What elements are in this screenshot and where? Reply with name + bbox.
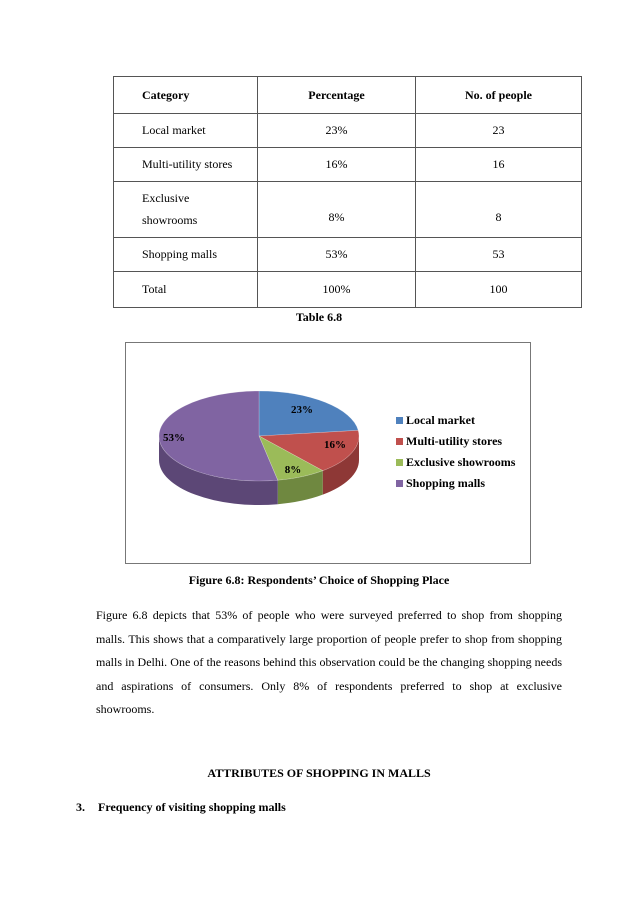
legend-swatch [396,417,403,424]
numbered-heading [76,800,286,815]
figure-caption: Figure 6.8: Respondents’ Choice of Shopping Place [188,573,450,587]
heading-text: Frequency of visiting shopping malls [98,800,286,814]
cell-people: 53 [416,238,582,272]
chart-frame [125,342,531,564]
table-row [114,272,582,308]
pie-chart [126,343,530,563]
cell-people: 8 [416,182,582,238]
cell-category [114,182,258,238]
cell-percentage: 23% [258,114,416,148]
legend-label: Multi-utility stores [406,434,503,448]
cell-people: 16 [416,148,582,182]
cell-percentage: 100% [258,272,416,308]
header-people: No. of people [416,77,582,114]
table-header-row [114,77,582,114]
cell-percentage: 53% [258,238,416,272]
cell-people: 23 [416,114,582,148]
cell-category-line2: showrooms [142,213,198,227]
cell-people: 100 [416,272,582,308]
cell-category: Local market [114,114,258,148]
category-table [113,76,582,308]
table-row [114,114,582,148]
body-paragraph: Figure 6.8 depicts that 53% of people who were surveyed preferred to shop from shopping malls. This shows that a comparatively large proportion of people prefer to shop from shopping malls in Delhi. One of the reasons behind this observation could be the changing shopping needs and aspirations of consumers. Only 8% of respondents preferred to shop at exclusive showrooms. [96,608,562,716]
legend-swatch [396,459,403,466]
pie-data-label: 8% [284,464,302,476]
legend-label: Exclusive showrooms [406,455,516,469]
table-row [114,238,582,272]
legend-label: Local market [406,413,475,427]
legend-swatch [396,480,403,487]
header-percentage: Percentage [258,77,416,114]
table-row [114,148,582,182]
table-row [114,182,582,238]
cell-percentage: 8% [258,182,416,238]
pie-data-label: 23% [291,404,313,416]
heading-number: 3. [76,800,85,814]
header-category: Category [114,77,258,114]
legend-label: Shopping malls [406,476,486,490]
cell-category: Shopping malls [114,238,258,272]
cell-percentage: 16% [258,148,416,182]
pie-data-label: 16% [324,439,346,451]
table-caption: Table 6.8 [295,310,343,324]
legend-swatch [396,438,403,445]
section-heading: ATTRIBUTES OF SHOPPING IN MALLS [207,766,431,780]
cell-category-line1: Exclusive [142,191,190,205]
cell-category: Total [114,272,258,308]
pie-data-label: 53% [163,432,185,444]
cell-category: Multi-utility stores [114,148,258,182]
